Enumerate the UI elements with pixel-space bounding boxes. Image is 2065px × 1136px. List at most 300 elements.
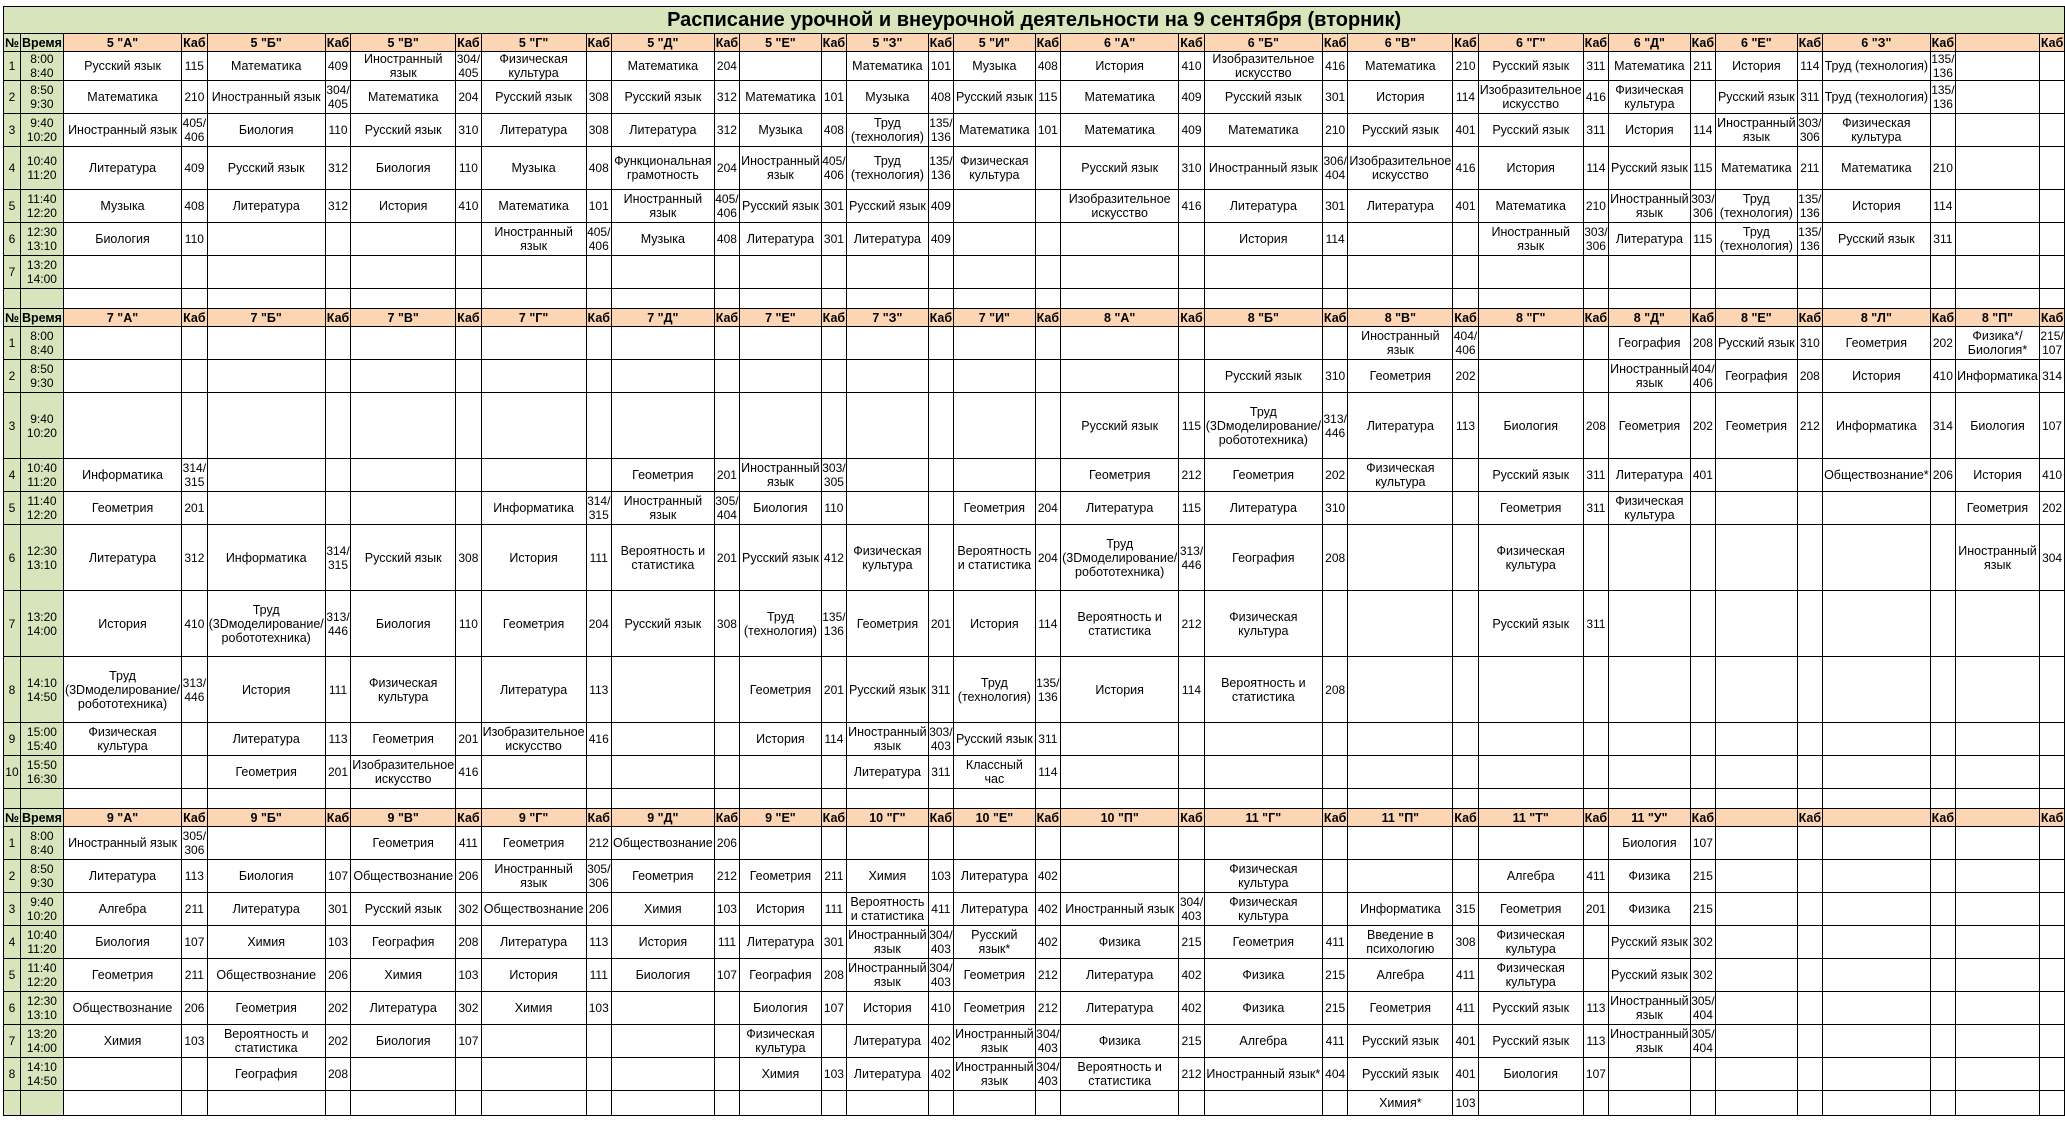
subject-cell (1204, 256, 1322, 289)
class-header: 10 "Е" (954, 809, 1036, 827)
class-header: 11 "У" (1609, 809, 1691, 827)
subject-cell: История (481, 959, 586, 992)
room-cell (714, 1058, 739, 1091)
time-end: 14:50 (26, 689, 57, 704)
subject-cell (1823, 723, 1931, 756)
room-cell (1453, 591, 1478, 657)
room-cell (1797, 827, 1822, 860)
room-cell (1035, 393, 1060, 459)
room-cell (1930, 959, 1955, 992)
subject-cell: Математика (1061, 81, 1179, 114)
subject-cell: Химия (481, 992, 586, 1025)
subject-cell: Русский язык (1348, 114, 1453, 147)
subject-cell: Иностранный язык (1348, 327, 1453, 360)
kab-header: Каб (1584, 810, 1608, 825)
room-cell: 310 (1322, 492, 1347, 525)
subject-cell: Математика (1478, 190, 1583, 223)
room-cell: 409 (1179, 81, 1204, 114)
room-cell (586, 459, 611, 492)
room-cell: 208 (821, 959, 846, 992)
time-end: 12:20 (26, 975, 57, 989)
room-cell: 111 (714, 926, 739, 959)
room-cell: 305/ 404 (714, 492, 739, 525)
subject-cell (612, 360, 715, 393)
room-cell: 114 (1179, 657, 1204, 723)
subject-cell: Геометрия (351, 723, 456, 756)
spacer-cell (1609, 289, 1691, 309)
lesson-number: 7 (4, 256, 21, 289)
time-end: 11:20 (27, 475, 57, 489)
room-cell (1930, 657, 1955, 723)
room-cell (1930, 114, 1955, 147)
subject-cell (1716, 492, 1798, 525)
subject-cell: Изобразительное искусство (351, 756, 456, 789)
subject-cell: Биология (207, 114, 325, 147)
room-cell: 135/ 136 (1797, 223, 1822, 256)
kab-header: Каб (2040, 810, 2064, 825)
spacer-cell (1204, 289, 1322, 309)
room-cell (1035, 223, 1060, 256)
subject-cell: Алгебра (1204, 1025, 1322, 1058)
subject-cell: Биология (1478, 393, 1583, 459)
page-title: Расписание урочной и внеурочной деятельности на 9 сентября (вторник) (4, 7, 2065, 34)
room-cell: 135/ 136 (1035, 657, 1060, 723)
room-cell: 314/ 315 (182, 459, 207, 492)
spacer-cell (20, 789, 63, 809)
room-cell: 304/ 405 (456, 52, 481, 80)
room-cell: 416 (1322, 52, 1347, 81)
spacer-cell (182, 289, 207, 309)
lesson-number: 6 (4, 223, 21, 256)
subject-cell: Биология (1478, 1058, 1583, 1091)
subject-cell: Иностранный язык (481, 223, 586, 256)
subject-cell: Физическая культура (1823, 114, 1931, 147)
room-cell (1797, 1091, 1822, 1116)
schedule-row (4, 190, 2065, 223)
class-header: 7 "И" (954, 309, 1036, 327)
room-cell: 410 (182, 591, 207, 657)
subject-cell (1348, 492, 1453, 525)
room-cell (1179, 827, 1204, 860)
subject-cell: Физика (1609, 893, 1691, 926)
lesson-time (20, 591, 63, 657)
subject-cell: Биология (351, 591, 456, 657)
subject-cell: Биология (740, 492, 822, 525)
room-cell: 111 (586, 959, 611, 992)
room-cell: 308 (714, 591, 739, 657)
spacer-cell (586, 789, 611, 809)
room-cell: 114 (1035, 756, 1060, 789)
time-start: 11:40 (27, 961, 57, 975)
schedule-row (4, 492, 2065, 525)
room-cell: 114 (1583, 147, 1608, 190)
room-cell (2039, 1091, 2064, 1116)
time-start: 15:00 (26, 725, 57, 739)
kab-header: Каб (183, 35, 206, 50)
kab-header: Каб (1323, 310, 1347, 325)
subject-cell: Математика (481, 190, 586, 223)
room-cell (1453, 525, 1478, 591)
room-cell (325, 492, 350, 525)
subject-cell (1204, 1091, 1322, 1116)
room-cell (1690, 1091, 1715, 1116)
room-cell: 304/ 403 (1035, 1025, 1060, 1058)
subject-cell: Вероятность и статистика (847, 893, 929, 926)
room-cell: 313/ 446 (182, 657, 207, 723)
subject-cell (1204, 756, 1322, 789)
subject-cell: Русский язык (207, 147, 325, 190)
kab-header: Каб (822, 310, 846, 325)
subject-cell: География (1204, 525, 1322, 591)
room-cell (2039, 756, 2064, 789)
subject-cell (612, 756, 715, 789)
kab-header: Каб (822, 810, 846, 825)
room-cell: 305/ 306 (586, 860, 611, 893)
lesson-number: 7 (4, 591, 21, 657)
time-header: Время (21, 35, 62, 50)
subject-cell: Геометрия (207, 756, 325, 789)
spacer-cell (481, 789, 586, 809)
subject-cell: Труд (технология) (1716, 223, 1798, 256)
subject-cell (740, 52, 822, 81)
room-cell: 107 (1690, 827, 1715, 860)
kab-header: Каб (715, 310, 739, 325)
room-cell (1583, 827, 1608, 860)
time-start: 13:20 (26, 1027, 57, 1041)
room-cell: 302 (1690, 926, 1715, 959)
room-cell (182, 393, 207, 459)
spacer-cell (4, 289, 21, 309)
room-cell: 208 (456, 926, 481, 959)
time-start: 10:40 (26, 928, 57, 942)
subject-cell: Математика (1061, 114, 1179, 147)
room-cell: 110 (821, 492, 846, 525)
room-cell (821, 327, 846, 360)
room-cell (1797, 492, 1822, 525)
room-cell: 404/ 406 (1690, 360, 1715, 393)
room-cell: 311 (1583, 114, 1608, 147)
time-start: 8:00 (30, 52, 54, 66)
subject-cell: Геометрия (612, 459, 715, 492)
room-cell (1930, 591, 1955, 657)
subject-cell: Геометрия (1204, 459, 1322, 492)
subject-cell: Русский язык (1348, 1058, 1453, 1091)
kab-header: Каб (1691, 310, 1715, 325)
room-cell: 114 (1035, 591, 1060, 657)
room-cell: 211 (821, 860, 846, 893)
kab-header: Каб (1584, 35, 1608, 50)
class-header: 9 "Е" (740, 809, 822, 827)
subject-cell (481, 360, 586, 393)
subject-cell (1061, 827, 1179, 860)
room-cell: 111 (325, 657, 350, 723)
subject-cell (1956, 1091, 2040, 1116)
subject-cell: Иностранный язык (351, 52, 456, 81)
subject-cell: Химия (612, 893, 715, 926)
room-cell: 206 (586, 893, 611, 926)
subject-cell: История (1823, 360, 1931, 393)
room-cell: 215/ 107 (2039, 327, 2064, 360)
kab-header: Каб (1454, 810, 1477, 825)
subject-cell (1956, 723, 2040, 756)
room-cell (1583, 256, 1608, 289)
room-cell: 311 (928, 756, 953, 789)
lesson-number: 3 (4, 393, 21, 459)
subject-cell: Труд (3Dмоделирование/робототехника) (1061, 525, 1179, 591)
subject-cell: Русский язык (1716, 327, 1798, 360)
time-end: 8:40 (30, 343, 54, 357)
room-cell (928, 1091, 953, 1116)
room-cell: 107 (714, 959, 739, 992)
subject-cell: Математика (847, 52, 929, 81)
subject-cell: Физика (1204, 959, 1322, 992)
room-cell (1690, 723, 1715, 756)
subject-cell: Литература (63, 147, 181, 190)
schedule-row (4, 81, 2065, 114)
schedule-row (4, 256, 2065, 289)
subject-cell: Классный час (954, 756, 1036, 789)
room-cell: 115 (1035, 81, 1060, 114)
subject-cell (954, 827, 1036, 860)
subject-cell (207, 459, 325, 492)
schedule-row (4, 360, 2065, 393)
room-cell: 311 (1930, 223, 1955, 256)
subject-cell: Геометрия (954, 959, 1036, 992)
room-cell: 201 (1583, 893, 1608, 926)
room-cell (821, 1091, 846, 1116)
lesson-number: 5 (4, 492, 21, 525)
subject-cell (1478, 360, 1583, 393)
subject-cell: Информатика (481, 492, 586, 525)
class-header: 8 "Л" (1823, 309, 1931, 327)
subject-cell: Геометрия (1609, 393, 1691, 459)
room-cell (1690, 657, 1715, 723)
room-cell (325, 223, 350, 256)
room-cell: 303/ 306 (1797, 114, 1822, 147)
room-cell (1930, 992, 1955, 1025)
room-cell: 113 (1583, 1025, 1608, 1058)
room-cell: 201 (456, 723, 481, 756)
kab-header: Каб (1691, 810, 1715, 825)
room-cell: 135/ 136 (1797, 190, 1822, 223)
subject-cell (1348, 756, 1453, 789)
subject-cell (1956, 657, 2040, 723)
room-cell: 212 (1035, 959, 1060, 992)
subject-cell: Геометрия (1716, 393, 1798, 459)
room-cell (1179, 256, 1204, 289)
header-row (4, 309, 2065, 327)
room-cell: 210 (1930, 147, 1955, 190)
subject-cell (207, 827, 325, 860)
schedule-row (4, 223, 2065, 256)
room-cell (456, 657, 481, 723)
class-header: 5 "А" (63, 34, 181, 52)
subject-cell (1716, 992, 1798, 1025)
time-end: 10:20 (26, 909, 57, 923)
class-header: 9 "Д" (612, 809, 715, 827)
subject-cell (1478, 256, 1583, 289)
subject-cell: Литература (481, 926, 586, 959)
room-cell: 408 (1035, 52, 1060, 81)
subject-cell: Литература (63, 860, 181, 893)
class-header: 11 "Г" (1204, 809, 1322, 827)
room-cell: 215 (1179, 926, 1204, 959)
schedule-row (4, 327, 2065, 360)
schedule-row (4, 114, 2065, 147)
room-cell: 113 (325, 723, 350, 756)
subject-cell: Геометрия (954, 992, 1036, 1025)
room-cell: 305/ 306 (182, 827, 207, 860)
subject-cell: Математика (207, 52, 325, 81)
subject-cell (207, 327, 325, 360)
subject-cell (740, 393, 822, 459)
subject-cell: Геометрия (612, 860, 715, 893)
room-cell (821, 1025, 846, 1058)
subject-cell: Геометрия (481, 827, 586, 860)
class-header: 7 "Г" (481, 309, 586, 327)
spacer-cell (1478, 789, 1583, 809)
room-cell (928, 360, 953, 393)
subject-cell (612, 992, 715, 1025)
lesson-time (20, 147, 63, 190)
spacer-cell (481, 289, 586, 309)
room-cell: 401 (1690, 459, 1715, 492)
room-cell (1035, 147, 1060, 190)
class-header: 6 "Е" (1716, 34, 1798, 52)
room-cell: 311 (1797, 81, 1822, 114)
room-cell (1453, 860, 1478, 893)
subject-cell: Иностранный язык (1716, 114, 1798, 147)
subject-cell: Химия (740, 1058, 822, 1091)
room-cell: 107 (325, 860, 350, 893)
time-start: 10:40 (26, 154, 57, 168)
subject-cell: Геометрия (1204, 926, 1322, 959)
subject-cell (1716, 723, 1798, 756)
class-header: 8 "В" (1348, 309, 1453, 327)
room-cell: 402 (928, 1058, 953, 1091)
subject-cell (1716, 1058, 1798, 1091)
room-cell: 304/ 403 (1179, 893, 1204, 926)
room-cell (2039, 147, 2064, 190)
subject-cell: Русский язык (1478, 459, 1583, 492)
subject-cell (1823, 860, 1931, 893)
room-cell (1797, 459, 1822, 492)
subject-cell (954, 223, 1036, 256)
room-cell: 215 (1179, 1025, 1204, 1058)
class-header: 6 "В" (1348, 34, 1453, 52)
room-cell: 114 (821, 723, 846, 756)
lesson-time (20, 827, 63, 860)
spacer-cell (1179, 789, 1204, 809)
lesson-time (20, 1091, 63, 1116)
room-cell (1322, 591, 1347, 657)
subject-cell: Русский язык* (954, 926, 1036, 959)
subject-cell (1061, 723, 1179, 756)
room-cell (1035, 459, 1060, 492)
room-cell: 202 (1322, 459, 1347, 492)
subject-cell (847, 360, 929, 393)
subject-cell (1716, 1025, 1798, 1058)
spacer-cell (612, 789, 715, 809)
subject-cell (1061, 223, 1179, 256)
room-cell: 110 (456, 591, 481, 657)
subject-cell (1823, 1058, 1931, 1091)
room-cell (325, 256, 350, 289)
lesson-number: 1 (4, 327, 21, 360)
room-cell: 405/ 406 (586, 223, 611, 256)
subject-cell (1061, 256, 1179, 289)
subject-cell (1823, 756, 1931, 789)
subject-cell: Литература (954, 860, 1036, 893)
kab-header: Каб (1798, 310, 1822, 325)
subject-cell (740, 756, 822, 789)
subject-cell (1204, 327, 1322, 360)
subject-cell: Русский язык (1478, 1025, 1583, 1058)
subject-cell (1716, 860, 1798, 893)
subject-cell: Функциональная грамотность (612, 147, 715, 190)
subject-cell: География (1609, 327, 1691, 360)
class-header (1716, 809, 1798, 827)
subject-cell: Вероятность и статистика (1061, 1058, 1179, 1091)
class-header: 5 "Д" (612, 34, 715, 52)
subject-cell (1716, 926, 1798, 959)
room-cell (182, 1091, 207, 1116)
room-cell: 212 (586, 827, 611, 860)
subject-cell: Изобразительное искусство (1204, 52, 1322, 81)
room-cell (1322, 723, 1347, 756)
kab-header: Каб (1180, 810, 1203, 825)
subject-cell: Физическая культура (351, 657, 456, 723)
room-cell (1690, 525, 1715, 591)
room-cell (1179, 1091, 1204, 1116)
room-cell: 311 (1583, 591, 1608, 657)
subject-cell (740, 327, 822, 360)
room-cell: 310 (1179, 147, 1204, 190)
room-cell: 206 (325, 959, 350, 992)
subject-cell: Литература (1204, 492, 1322, 525)
subject-cell: Русский язык (1609, 926, 1691, 959)
lesson-number: 10 (4, 756, 21, 789)
subject-cell: География (207, 1058, 325, 1091)
room-cell: 110 (456, 147, 481, 190)
schedule-row (4, 147, 2065, 190)
room-cell: 103 (821, 1058, 846, 1091)
subject-cell: Литература (740, 926, 822, 959)
spacer-cell (714, 289, 739, 309)
subject-cell (612, 723, 715, 756)
time-start: 8:00 (30, 829, 54, 843)
subject-cell (63, 393, 181, 459)
room-cell (714, 1025, 739, 1058)
kab-header: Каб (183, 310, 206, 325)
class-header (1823, 809, 1931, 827)
subject-cell (1956, 223, 2040, 256)
kab-header: Каб (326, 310, 350, 325)
subject-cell: Русский язык (351, 525, 456, 591)
subject-cell: Литература (207, 190, 325, 223)
class-header: 6 "Г" (1478, 34, 1583, 52)
schedule-row (4, 1091, 2065, 1116)
room-cell: 103 (928, 860, 953, 893)
subject-cell (207, 393, 325, 459)
room-cell: 114 (1453, 81, 1478, 114)
room-cell: 212 (1035, 992, 1060, 1025)
subject-cell (481, 459, 586, 492)
subject-cell (1823, 959, 1931, 992)
room-cell: 211 (1797, 147, 1822, 190)
subject-cell (207, 360, 325, 393)
room-cell: 304/ 403 (1035, 1058, 1060, 1091)
